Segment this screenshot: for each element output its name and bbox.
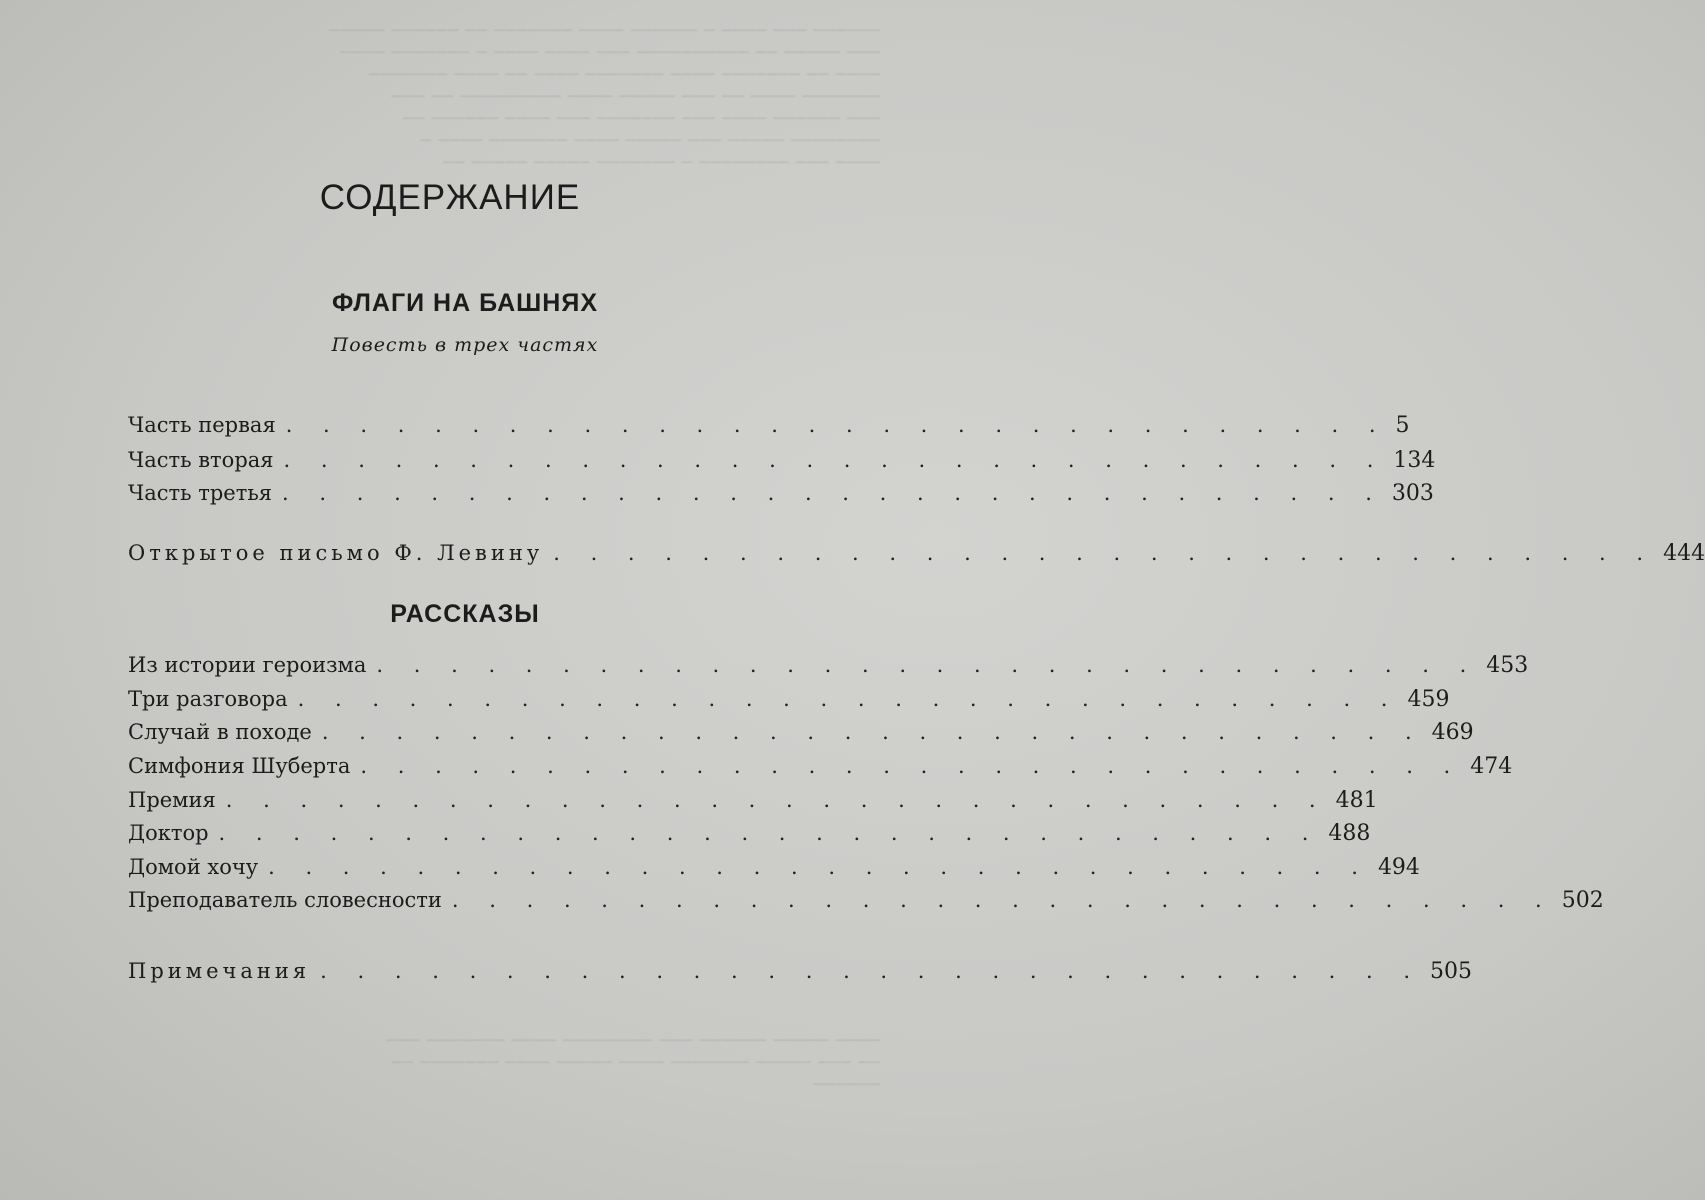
stories-title: РАССКАЗЫ — [390, 600, 540, 628]
toc-entry — [128, 783, 1378, 817]
toc-entry-title: Симфония Шуберта — [128, 754, 351, 778]
toc-entry-page: 303 — [1391, 481, 1434, 506]
dot-leader: . . . . . . . . . . . . . . . . . . . . . . . . . . . . . . — [376, 653, 1479, 677]
toc-entry-title: Премия — [128, 788, 216, 812]
dot-leader: . . . . . . . . . . . . . . . . . . . . . . . . . . . . . . — [360, 754, 1463, 778]
toc-entry-page: 488 — [1328, 821, 1371, 846]
dot-leader: . . . . . . . . . . . . . . . . . . . . . . . . . . . . . . — [320, 959, 1423, 983]
toc-entry-title: Часть третья — [128, 481, 273, 505]
section-subtitle: Повесть в трех частях — [331, 334, 599, 356]
toc-entry — [128, 648, 1529, 682]
toc-entry-page: 134 — [1393, 448, 1436, 473]
toc-entry — [128, 682, 1450, 716]
toc-entry-page: 444 — [1663, 541, 1705, 566]
dot-leader: . . . . . . . . . . . . . . . . . . . . . . . . . . . . . . — [553, 541, 1656, 565]
toc-entry-title: Открытое письмо Ф. Левину — [128, 541, 544, 565]
toc-entry-notes — [128, 954, 1473, 988]
toc-entry-title: Случай в походе — [128, 720, 312, 744]
dot-leader: . . . . . . . . . . . . . . . . . . . . . . . . . . . . . . — [285, 413, 1388, 437]
toc-entry-title: Доктор — [128, 821, 209, 845]
dot-leader: . . . . . . . . . . . . . . . . . . . . . . . . . . . . . . — [297, 687, 1400, 711]
toc-entry-title: Домой хочу — [128, 855, 259, 879]
dot-leader: . . . . . . . . . . . . . . . . . . . . . . . . . . . . . . — [321, 720, 1424, 744]
toc-entry — [128, 443, 1436, 477]
dot-leader: . . . . . . . . . . . . . . . . . . . . . . . . . . . . . . — [225, 788, 1328, 812]
toc-entry-title: Примечания — [128, 959, 311, 983]
page-title: СОДЕРЖАНИЕ — [319, 178, 581, 217]
bleed-through-texture: ────── ─── ──── ─ ────── ──── ─────── ── ────── ───── ─── ───── ── ────────── ─── ──── ──── ─ ─────── ──── ──── ── ─────── ──── ─────── ──── ── ──── ─────── ─────── ──── ── ─── ───── ──── ───────── ── ─── ─── ────── ──── ─── ─────── ─── ──── ────── ── ──────── ───── ─── ───── ──── ─────── ──── ─ ──── ─── ──────── ─ ─────── ───── ───── ── — [328, 21, 880, 173]
toc-entry-page: 453 — [1486, 653, 1529, 678]
toc-entry-title: Три разговора — [128, 687, 288, 711]
toc-entry-page: 459 — [1407, 687, 1450, 712]
toc-entry-title: Часть первая — [128, 413, 276, 437]
toc-entry-title: Часть вторая — [128, 448, 274, 472]
dot-leader: . . . . . . . . . . . . . . . . . . . . . . . . . . . . . . — [282, 481, 1384, 505]
toc-entry-page: 494 — [1377, 855, 1420, 880]
toc-entry-letter — [128, 536, 1705, 570]
toc-entry-page: 469 — [1431, 720, 1474, 745]
bleed-through-texture: ──── ───── ────── ─── ──────── ──── ─────── ─── ── ─── ───── ─────── ──── ───── ──── ─────── ── ────── — [385, 1031, 880, 1095]
toc-entry-page: 505 — [1430, 959, 1473, 984]
dot-leader: . . . . . . . . . . . . . . . . . . . . . . . . . . . . . . — [451, 888, 1554, 912]
section-title: ФЛАГИ НА БАШНЯХ — [331, 289, 598, 317]
toc-entry — [128, 476, 1434, 510]
toc-entry-page: 474 — [1470, 754, 1513, 779]
toc-entry — [128, 715, 1474, 749]
toc-entry — [128, 816, 1371, 850]
toc-entry-title: Из истории героизма — [128, 653, 367, 677]
toc-entry-page: 481 — [1335, 788, 1378, 813]
toc-entry — [128, 883, 1604, 917]
dot-leader: . . . . . . . . . . . . . . . . . . . . . . . . . . . . . . — [218, 821, 1321, 845]
toc-entry-page: 5 — [1395, 413, 1410, 438]
toc-entry-title: Преподаватель словесности — [128, 888, 442, 912]
dot-leader: . . . . . . . . . . . . . . . . . . . . . . . . . . . . . . — [283, 448, 1386, 472]
toc-entry-page: 502 — [1561, 888, 1604, 913]
toc-entry — [128, 408, 1410, 442]
dot-leader: . . . . . . . . . . . . . . . . . . . . . . . . . . . . . . — [268, 855, 1370, 879]
toc-entry — [128, 850, 1420, 884]
toc-entry — [128, 749, 1513, 783]
